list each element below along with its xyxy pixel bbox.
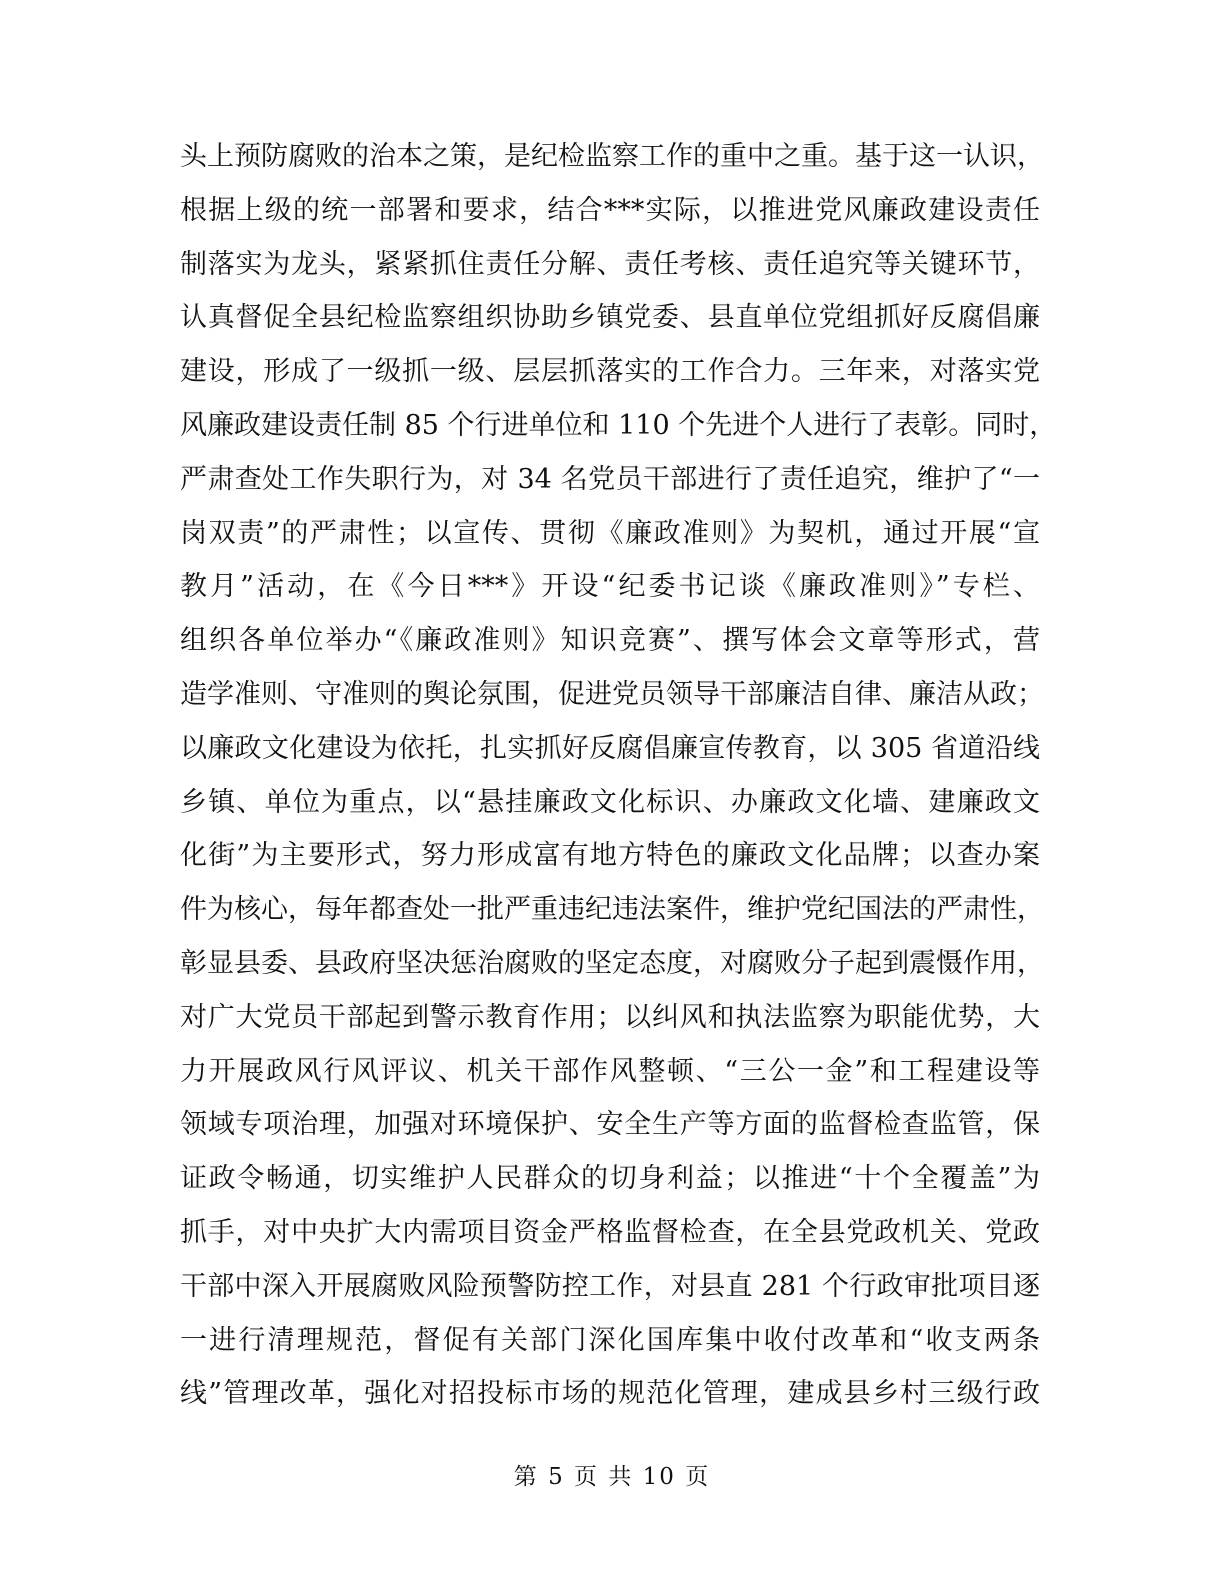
text-line: 乡镇、单位为重点，以“悬挂廉政文化标识、办廉政文化墙、建廉政文 [180,786,1040,818]
text-line: 岗双责”的严肃性；以宣传、贯彻《廉政准则》为契机，通过开展“宣 [180,517,1040,549]
text-line: 一进行清理规范，督促有关部门深化国库集中收付改革和“收支两条 [180,1324,1040,1356]
text-line: 抓手，对中央扩大内需项目资金严格监督检查，在全县党政机关、党政 [180,1216,1040,1248]
text-line: 认真督促全县纪检监察组织协助乡镇党委、县直单位党组抓好反腐倡廉 [180,302,1040,334]
text-line: 教月”活动，在《今日***》开设“纪委书记谈《廉政准则》”专栏、 [180,571,1040,603]
text-line: 以廉政文化建设为依托，扎实抓好反腐倡廉宣传教育，以 305 省道沿线 [180,732,1040,764]
text-line: 建设，形成了一级抓一级、层层抓落实的工作合力。三年来，对落实党 [180,356,1040,388]
text-line: 干部中深入开展腐败风险预警防控工作，对县直 281 个行政审批项目逐 [180,1270,1040,1302]
text-line: 线”管理改革，强化对招投标市场的规范化管理，建成县乡村三级行政 [180,1378,1040,1410]
text-line: 头上预防腐败的治本之策，是纪检监察工作的重中之重。基于这一认识， [180,141,1044,172]
body-text [180,130,1057,1421]
text-line: 组织各单位举办“《廉政准则》知识竞赛”、撰写体会文章等形式，营 [180,625,1040,657]
text-line: 证政令畅通，切实维护人民群众的切身利益；以推进“十个全覆盖”为 [180,1163,1040,1195]
text-line: 风廉政建设责任制 85 个行进单位和 110 个先进个人进行了表彰。同时， [180,409,1057,441]
text-line: 造学准则、守准则的舆论氛围，促进党员领导干部廉洁自律、廉洁从政； [180,678,1044,710]
text-line: 严肃查处工作失职行为，对 34 名党员干部进行了责任追究，维护了“一 [180,463,1040,495]
text-line: 制落实为龙头，紧紧抓住责任分解、责任考核、责任追究等关键环节， [180,248,1040,280]
text-line: 彰显县委、县政府坚决惩治腐败的坚定态度，对腐败分子起到震慑作用， [180,947,1044,979]
text-line: 化街”为主要形式，努力形成富有地方特色的廉政文化品牌；以查办案 [180,840,1040,872]
text-line: 对广大党员干部起到警示教育作用；以纠风和执法监察为职能优势，大 [180,1001,1040,1033]
text-line: 力开展政风行风评议、机关干部作风整顿、“三公一金”和工程建设等 [180,1055,1040,1087]
text-line: 领域专项治理，加强对环境保护、安全生产等方面的监督检查监管，保 [180,1109,1040,1141]
page-number-footer: 第 5 页 共 10 页 [513,1464,711,1490]
text-line: 根据上级的统一部署和要求，结合***实际，以推进党风廉政建设责任 [180,194,1040,226]
text-line: 件为核心，每年都查处一批严重违纪违法案件，维护党纪国法的严肃性， [180,894,1044,926]
